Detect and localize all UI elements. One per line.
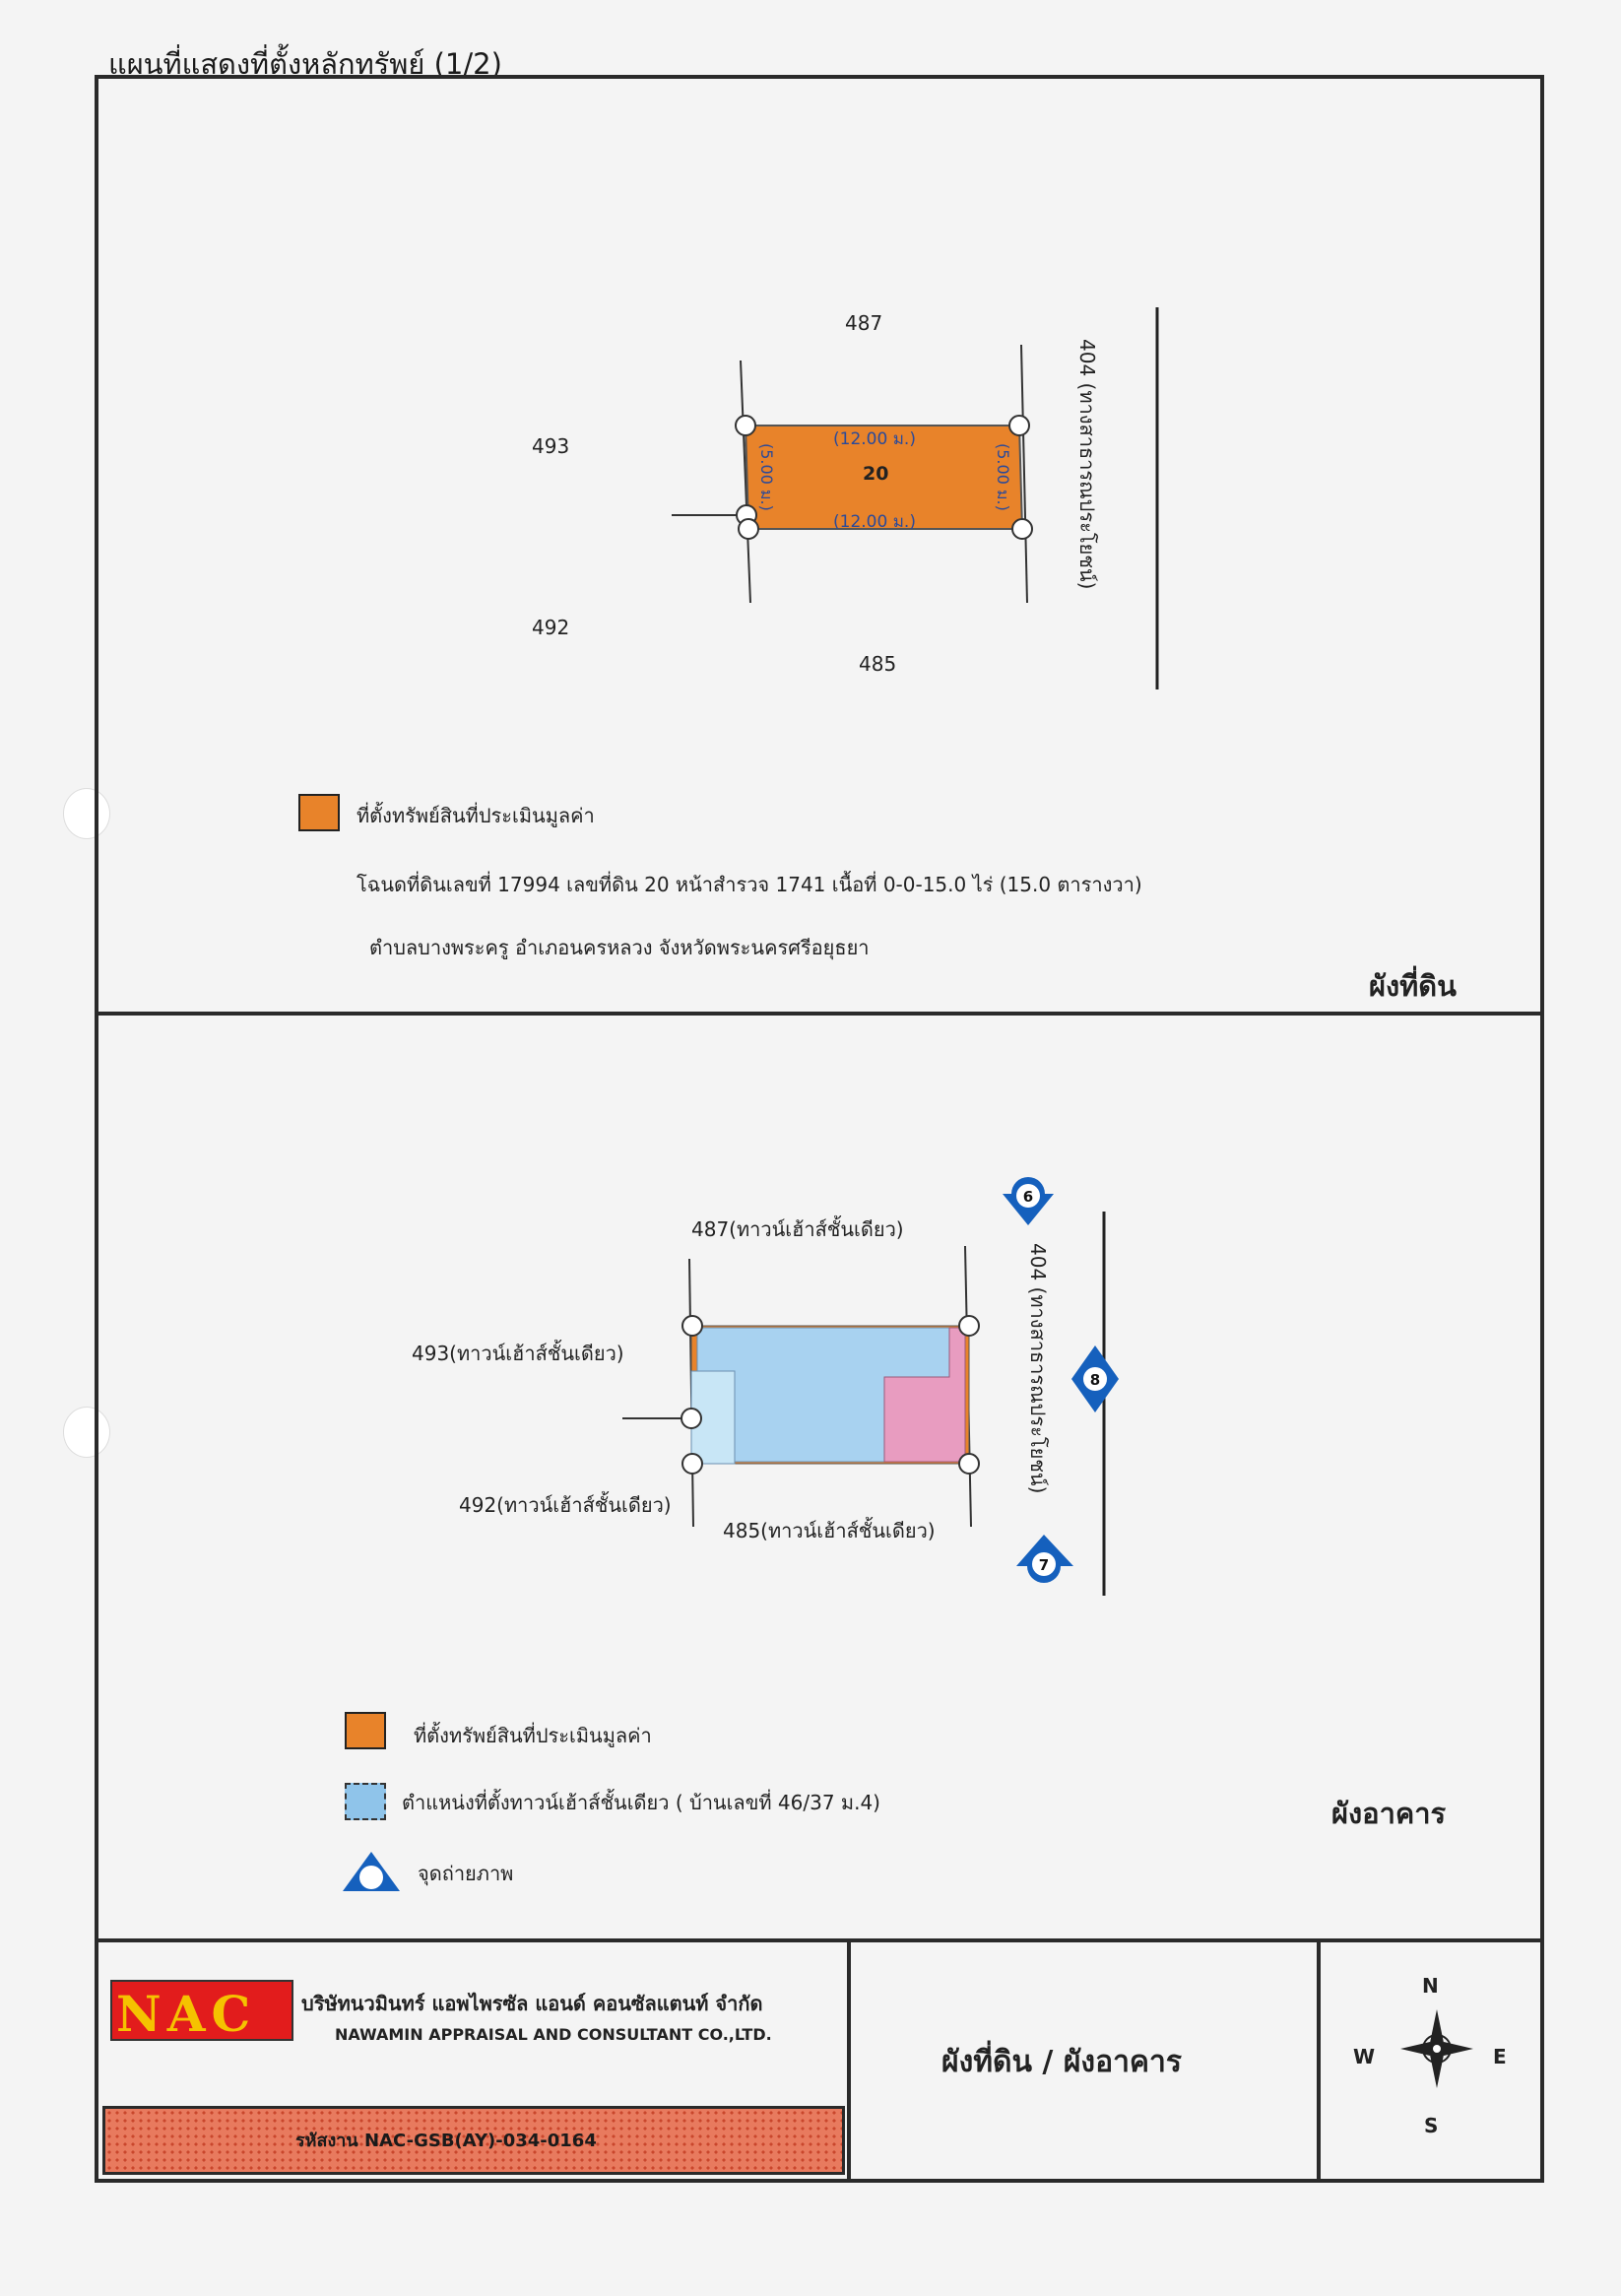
land-plan-diagram (0, 0, 1621, 1015)
boundary-line-right (1021, 345, 1027, 603)
company-name-en: NAWAMIN APPRAISAL AND CONSULTANT CO.,LTD. (335, 2025, 772, 2044)
photo-point-6 (1003, 1177, 1054, 1225)
compass-n: N (1422, 1974, 1439, 1998)
parcel-left-dimension: (5.00 ม.) (757, 443, 776, 511)
neighbor-bottom: 485 (859, 652, 897, 676)
legend-orange-square (345, 1712, 386, 1749)
corner-marker (682, 1316, 702, 1336)
legend-label-photo-point: จุดถ่ายภาพ (418, 1862, 514, 1885)
photo-point-8 (1071, 1345, 1119, 1412)
neighbor-bottom-left: 492 (532, 616, 570, 639)
deed-line: โฉนดที่ดินเลขที่ 17994 เลขที่ดิน 20 หน้าสำรวจ 1741 เนื้อที่ 0-0-15.0 ไร่ (15.0 ตารางวา) (357, 873, 1142, 896)
photo-point-7-number: 7 (1038, 1556, 1050, 1574)
land-plan-label: ผังที่ดิน (1369, 969, 1457, 1003)
compass-w: W (1353, 2045, 1376, 2068)
road-label: 404 (ทางสาธารณประโยชน์) (1026, 1243, 1050, 1494)
road-label: 404 (ทางสาธารณประโยชน์) (1075, 339, 1099, 590)
location-line: ตำบลบางพระครู อำเภอนครหลวง จังหวัดพระนครศรีอยุธยา (369, 936, 870, 959)
corner-marker (1009, 416, 1029, 435)
parcel-bottom-dimension: (12.00 ม.) (833, 512, 916, 532)
compass-s: S (1424, 2114, 1439, 2137)
neighbor-bottom-left: 492(ทาวน์เฮ้าส์ชั้นเดียว) (459, 1493, 672, 1517)
footer-divider-1 (847, 1938, 851, 2183)
document-title: ผังที่ดิน / ผังอาคาร (941, 2045, 1182, 2079)
parcel-number: 20 (863, 463, 889, 485)
land-legend-label: ที่ตั้งทรัพย์สินที่ประเมินมูลค่า (357, 804, 595, 827)
legend-label-property: ที่ตั้งทรัพย์สินที่ประเมินมูลค่า (414, 1724, 652, 1747)
corner-marker (681, 1409, 701, 1428)
compass-icon (1387, 1988, 1487, 2116)
photo-point-8-number: 8 (1089, 1371, 1101, 1389)
job-code: รหัสงาน NAC-GSB(AY)-034-0164 (295, 2131, 597, 2151)
compass-e: E (1493, 2045, 1507, 2068)
corner-marker (959, 1454, 979, 1474)
neighbor-top: 487 (845, 311, 883, 335)
photo-point-6-number: 6 (1022, 1188, 1034, 1206)
neighbor-left: 493 (532, 434, 570, 458)
corner-marker (736, 416, 755, 435)
parcel-top-dimension: (12.00 ม.) (833, 429, 916, 449)
legend-blue-square (345, 1783, 386, 1820)
footer-divider-2 (1317, 1938, 1321, 2183)
legend-orange-square (298, 794, 340, 831)
neighbor-left: 493(ทาวน์เฮ้าส์ชั้นเดียว) (412, 1342, 624, 1365)
camera-point-icon (339, 1848, 404, 1895)
photo-point-7 (1016, 1535, 1073, 1583)
logo-text: NAC (116, 1985, 257, 2043)
corner-marker (682, 1454, 702, 1474)
neighbor-top: 487(ทาวน์เฮ้าส์ชั้นเดียว) (691, 1217, 904, 1241)
corner-marker (739, 519, 758, 539)
neighbor-bottom: 485(ทาวน์เฮ้าส์ชั้นเดียว) (723, 1519, 936, 1542)
corner-marker (1012, 519, 1032, 539)
building-plan-label: ผังอาคาร (1331, 1797, 1447, 1830)
corner-marker (959, 1316, 979, 1336)
legend-label-townhouse: ตำแหน่งที่ตั้งทาวน์เฮ้าส์ชั้นเดียว ( บ้านเลขที่ 46/37 ม.4) (402, 1791, 880, 1814)
parcel-right-dimension: (5.00 ม.) (994, 443, 1012, 511)
page-title: แผนที่แสดงที่ตั้งหลักทรัพย์ (1/2) (108, 47, 502, 81)
company-name-th: บริษัทนวมินทร์ แอพไพรซัล แอนด์ คอนซัลแตนท์ จำกัด (301, 1992, 763, 2015)
